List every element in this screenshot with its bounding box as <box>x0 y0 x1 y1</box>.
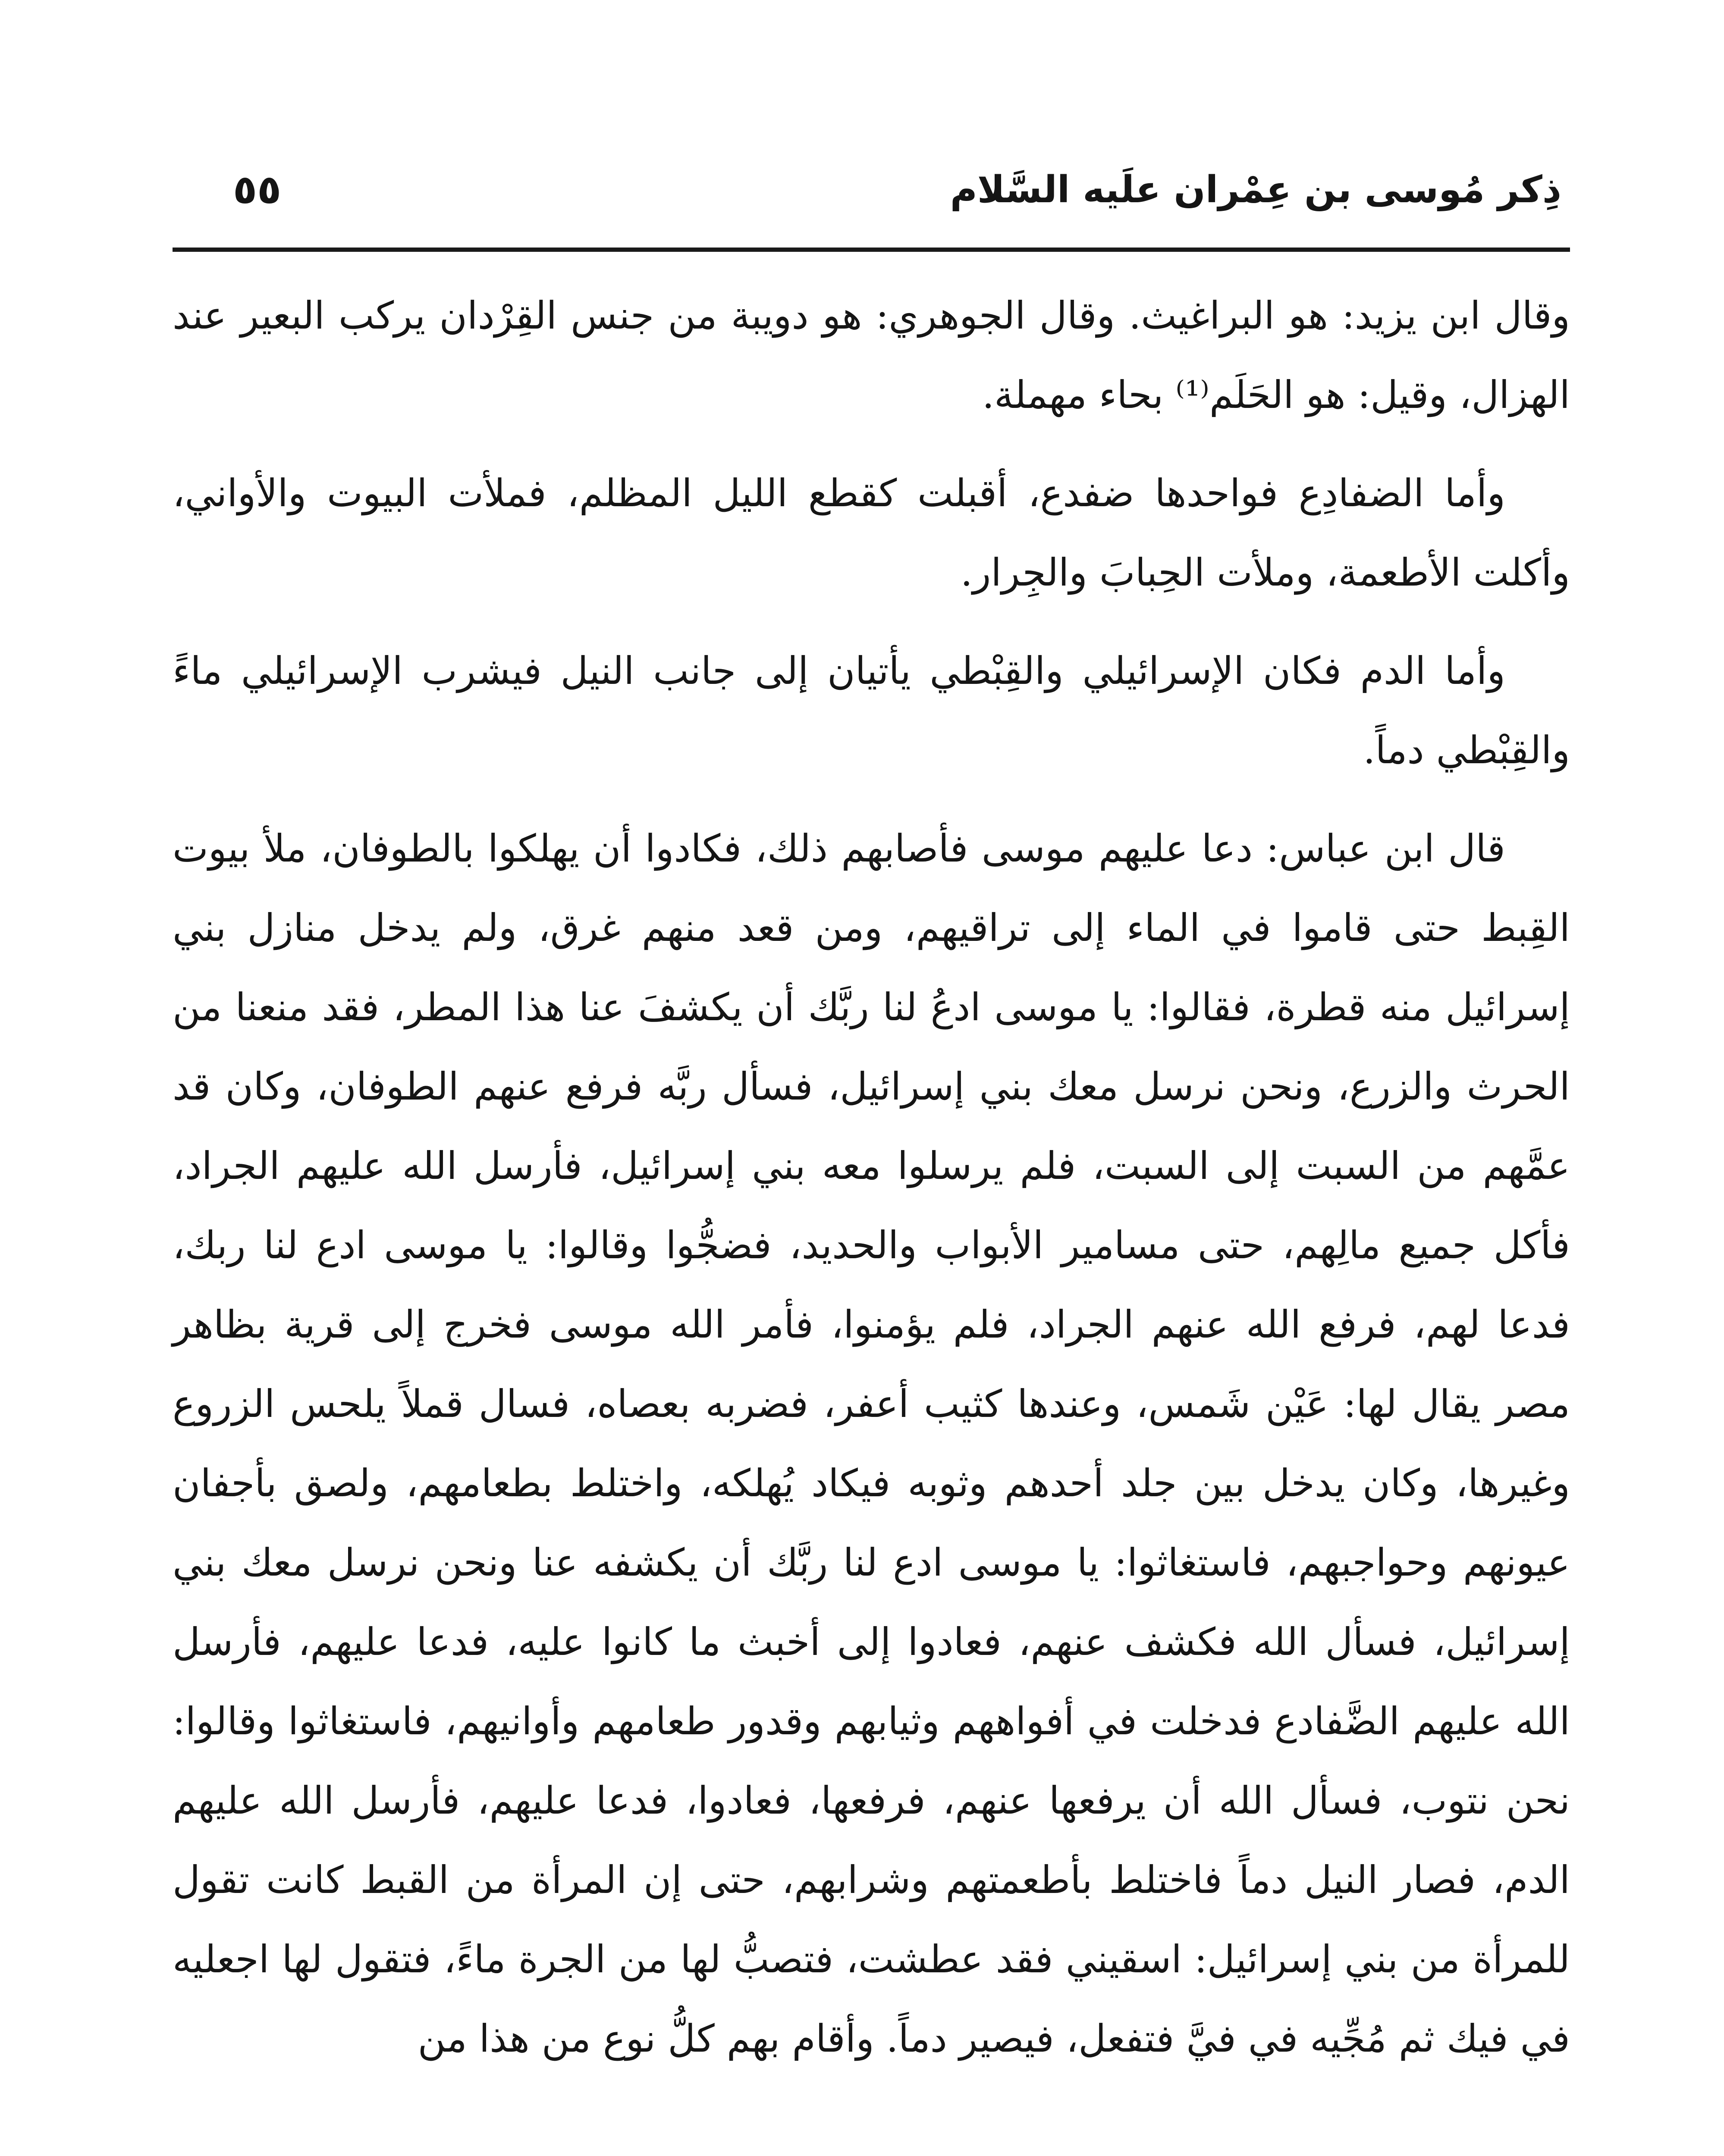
paragraph-ibn-abbas: قال ابن عباس: دعا عليهم موسى فأصابهم ذلك، فكادوا أن يهلكوا بالطوفان، ملأ بيوت القِبط حتى قاموا في الماء إلى تراقيهم، ومن قعد منهم غرق، ولم يدخل منازل بني إسرائيل منه قطرة، فقالوا: يا موسى ادعُ لنا ربَّك أن يكشفَ عنا هذا المطر، فقد منعنا من الحرث والزرع، ونحن نرسل معك بني إسرائيل، فسأل ربَّه فرفع عنهم الطوفان، وكان قد عمَّهم من السبت إلى السبت، فلم يرسلوا معه بني إسرائيل، فأرسل الله عليهم الجراد، فأكل جميع مالِهم، حتى مسامير الأبواب والحديد، فضجُّوا وقالوا: يا موسى ادع لنا ربك، فدعا لهم، فرفع الله عنهم الجراد، فلم يؤمنوا، فأمر الله موسى فخرج إلى قرية بظاهر مصر يقال لها: عَيْن شَمس، وعندها كثيب أعفر، فضربه بعصاه، فسال قملاً يلحس الزروع وغيرها، وكان يدخل بين جلد أحدهم وثوبه فيكاد يُهلكه، واختلط بطعامهم، ولصق بأجفان عيونهم وحواجبهم، فاستغاثوا: يا موسى ادع لنا ربَّك أن يكشفه عنا ونحن نرسل معك بني إسرائيل، فسأل الله فكشف عنهم، فعادوا إلى أخبث ما كانوا عليه، فدعا عليهم، فأرسل الله عليهم الضَّفادع فدخلت في أفواههم وثيابهم وقدور طعامهم وأوانيهم، فاستغاثوا وقالوا: نحن نتوب، فسأل الله أن يرفعها عنهم، فرفعها، فعادوا، فدعا عليهم، فأرسل الله عليهم الدم، فصار النيل دماً فاختلط بأطعمتهم وشرابهم، حتى إن المرأة من القبط كانت تقول للمرأة من بني إسرائيل: اسقيني فقد عطشت، فتصبُّ لها من الجرة ماءً، فتقول لها اجعليه في فيك ثم مُجِّيه في فيَّ فتفعل، فيصير دماً. وأقام بهم كلُّ نوع من هذا من <box>173 826 1570 2061</box>
main-text <box>173 276 1570 2078</box>
header-rule <box>173 248 1570 252</box>
paragraph-blood: وأما الدم فكان الإسرائيلي والقِبْطي يأتيان إلى جانب النيل فيشرب الإسرائيلي ماءً والقِبْطي دماً. <box>173 649 1570 772</box>
running-title: ذِكر مُوسى بن عِمْران علَيه السَّلام <box>950 168 1561 211</box>
page-header <box>181 164 1561 233</box>
paragraph-baraghith: وقال ابن يزيد: هو البراغيث. وقال الجوهري: هو دويبة من جنس القِرْدان يركب البعير عند الهزال، وقيل: هو الحَلَم⁽¹⁾ بحاء مهملة. <box>173 293 1570 417</box>
page-number: ٥٥ <box>233 166 282 213</box>
paragraph-frogs: وأما الضفادِع فواحدها ضفدع، أقبلت كقطع الليل المظلم، فملأت البيوت والأواني، وأكلت الأطعمة، وملأت الحِبابَ والجِرار. <box>173 471 1570 595</box>
